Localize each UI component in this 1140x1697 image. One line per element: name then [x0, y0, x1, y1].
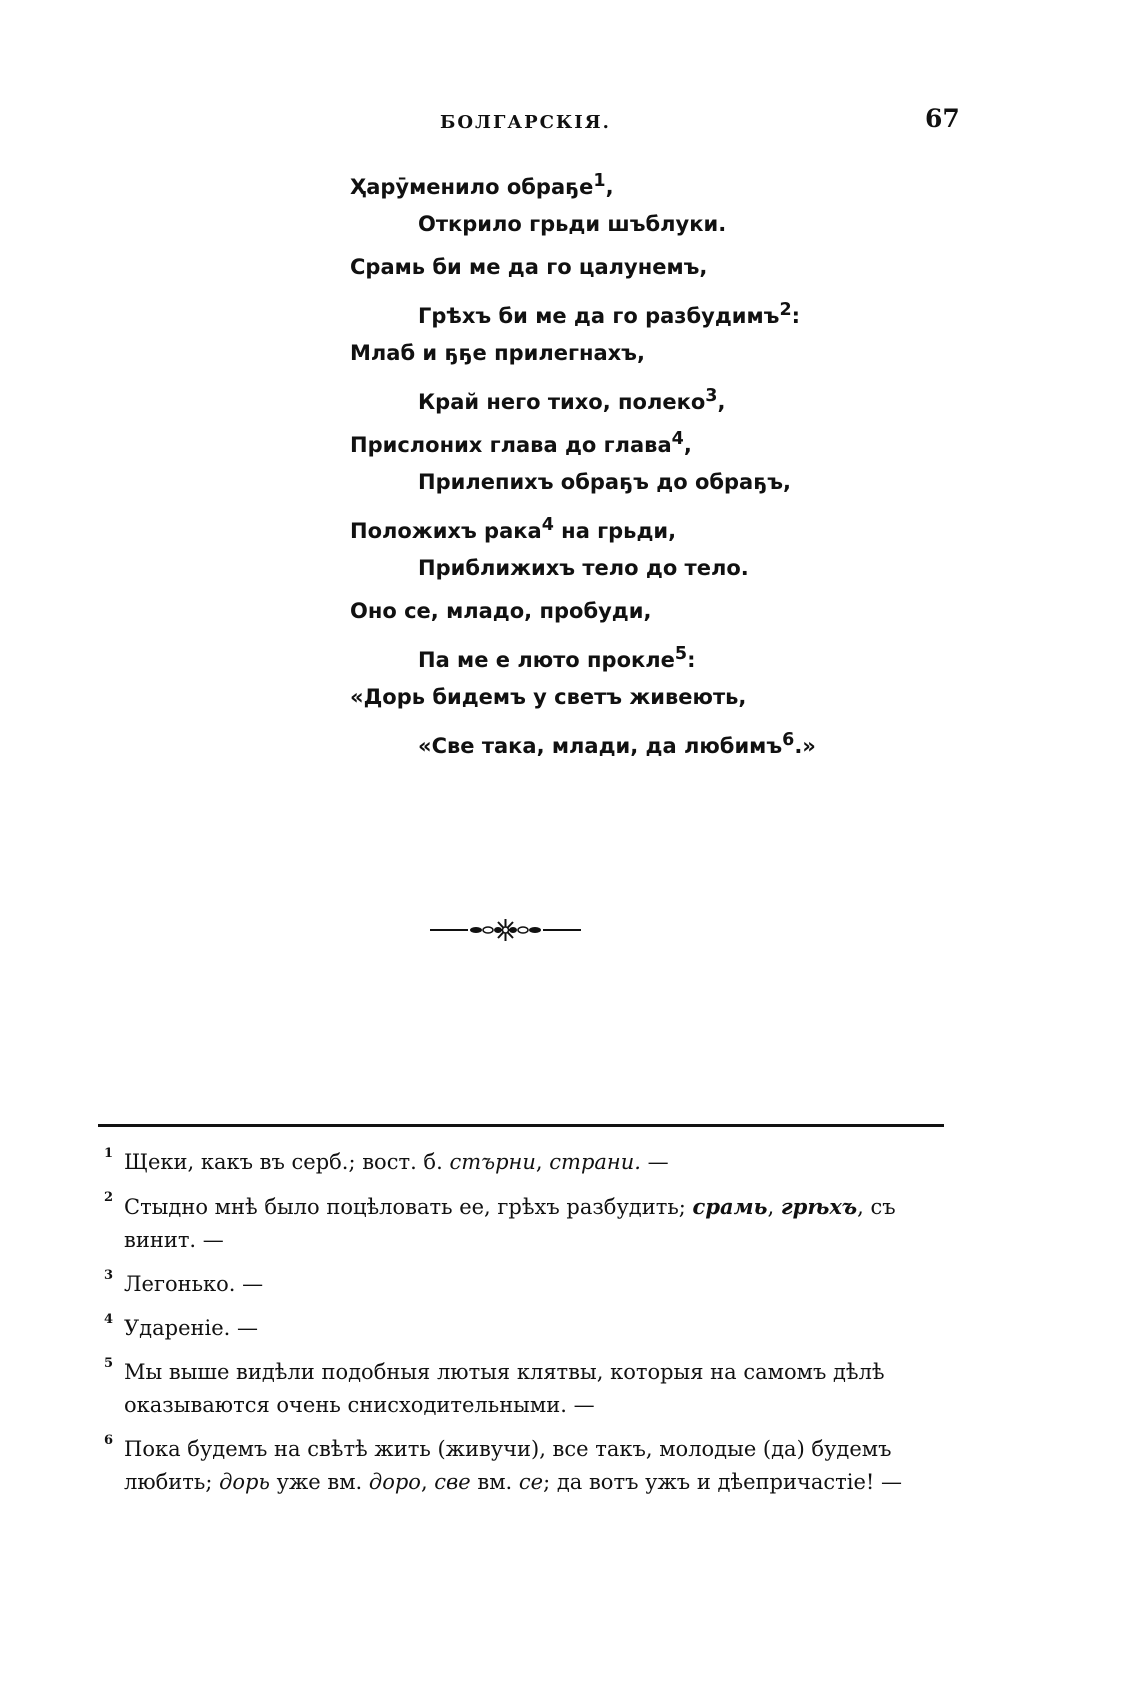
footnote: 3 Легонько. —: [104, 1268, 264, 1296]
poem-line: Край него тихо, полеко$^3$,: [418, 386, 726, 414]
poem-line: Приближихъ тело до тело.: [418, 556, 749, 580]
ornament-divider: [428, 912, 583, 948]
poem: [350, 160, 910, 762]
running-title: БОЛГАРСКІЯ.: [440, 112, 611, 133]
footnote: 5 Мы выше видѣли подобныя лютыя клятвы, которыя на самомъ дѣлѣ оказываются очень снисходительными. —: [104, 1356, 885, 1417]
footnote-rule: [98, 1124, 944, 1127]
poem-line: Ҳарӯменило обраҕе$^1$,: [350, 171, 614, 199]
footnote: 6 Пока будемъ на свѣтѣ жить (живучи), все такъ, молодые (да) будемъ любить; дорь уже вм. доро, све вм. се; да вотъ ужъ и дѣепричастіе! —: [104, 1433, 902, 1494]
poem-line: Положихъ рака$^4$ на грьди,: [350, 515, 677, 543]
poem-line: Грѣхъ би ме да го разбудимъ$^2$:: [418, 300, 801, 328]
poem-line: Оно се, младо, пробуди,: [350, 599, 652, 623]
footnotes: [104, 1146, 954, 1510]
poem-line: Прилепихъ обраҕъ до обраҕъ,: [418, 470, 792, 494]
poem-line: Срамь би ме да го цалунемъ,: [350, 255, 708, 279]
poem-line: Млаб и ҕҕе прилегнахъ,: [350, 341, 645, 365]
footnote: 1 Щеки, какъ въ серб.; вост. б. стърни, страни. —: [104, 1146, 669, 1174]
footnote: 2 Стыдно мнѣ было поцѣловать ее, грѣхъ разбудить; срамь, грѣхъ, съ винит. —: [104, 1190, 896, 1252]
poem-line: Открило грьди шъблуки.: [418, 212, 727, 236]
poem-line: «Дорь бидемъ у светъ живеють,: [350, 685, 747, 709]
footnote: 4 Удареніе. —: [104, 1312, 258, 1340]
poem-line: «Све така, млади, да любимъ$^6$.»: [418, 730, 816, 758]
poem-line: Прислоних глава до глава$^4$,: [350, 429, 692, 457]
page-number: 67: [925, 104, 960, 133]
poem-line: Па ме е люто прокле$^5$:: [418, 644, 696, 672]
